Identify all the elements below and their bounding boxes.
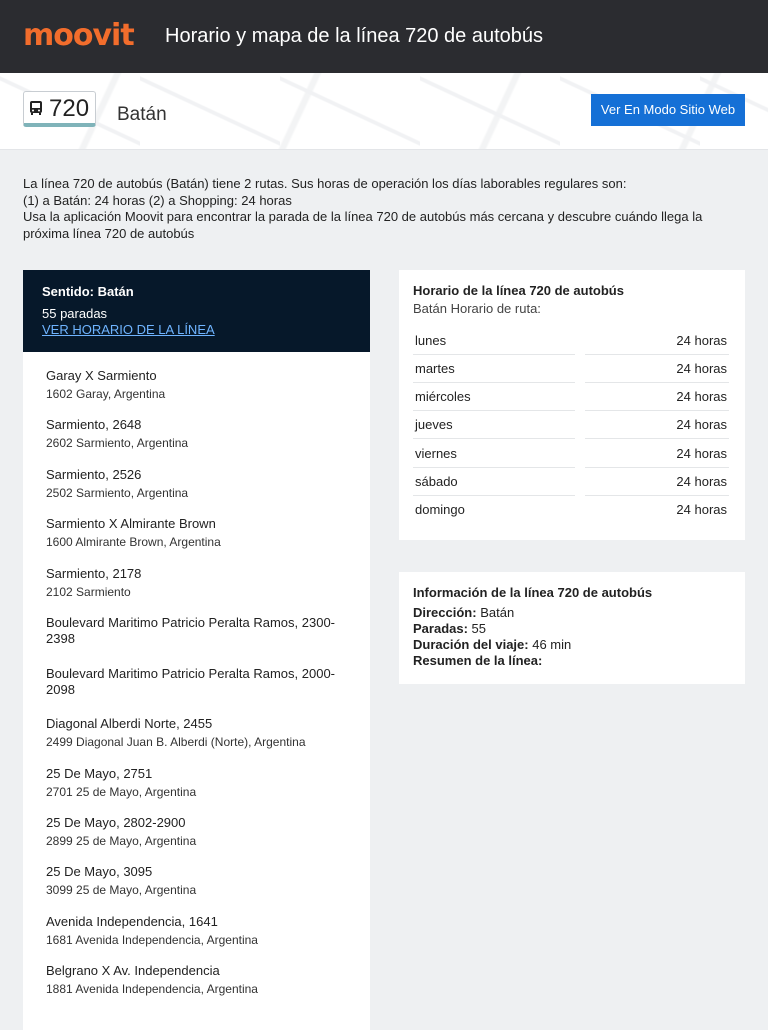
info-value: Batán bbox=[480, 605, 515, 620]
table-row bbox=[413, 468, 729, 496]
stop-name: Boulevard Maritimo Patricio Peralta Ramos, 2300-2398 bbox=[46, 615, 336, 646]
list-item[interactable] bbox=[46, 417, 346, 451]
stop-name: 25 De Mayo, 2751 bbox=[46, 766, 153, 781]
schedule-day: domingo bbox=[415, 502, 465, 517]
list-item[interactable] bbox=[46, 716, 346, 750]
schedule-hours: 24 horas bbox=[676, 361, 727, 376]
table-row bbox=[413, 355, 729, 383]
list-item[interactable] bbox=[46, 864, 346, 898]
stop-name: 25 De Mayo, 2802-2900 bbox=[46, 815, 186, 830]
table-row bbox=[413, 411, 729, 439]
list-item[interactable] bbox=[46, 467, 346, 501]
info-title: Información de la línea 720 de autobús bbox=[413, 585, 653, 600]
schedule-day: jueves bbox=[415, 417, 453, 432]
direction-header bbox=[23, 270, 370, 352]
list-item[interactable] bbox=[46, 815, 346, 849]
table-row bbox=[413, 440, 729, 468]
schedule-card bbox=[399, 270, 745, 540]
intro-text bbox=[23, 176, 743, 242]
list-item[interactable] bbox=[46, 666, 346, 698]
intro-line: próxima línea 720 de autobús bbox=[23, 225, 195, 241]
row-divider bbox=[585, 438, 729, 439]
stop-name: Sarmiento X Almirante Brown bbox=[46, 516, 216, 531]
list-item[interactable] bbox=[46, 368, 346, 402]
intro-line: La línea 720 de autobús (Batán) tiene 2 rutas. Sus horas de operación los días laborables regulares son: bbox=[23, 176, 627, 191]
direction-panel bbox=[23, 270, 370, 1030]
view-schedule-link[interactable]: VER HORARIO DE LA LÍNEA bbox=[42, 322, 215, 337]
intro-line: (1) a Batán: 24 horas (2) a Shopping: 24 horas bbox=[23, 192, 292, 208]
stop-address: 2899 25 de Mayo, Argentina bbox=[46, 834, 197, 848]
stop-name: Diagonal Alberdi Norte, 2455 bbox=[46, 716, 213, 731]
schedule-day: viernes bbox=[415, 446, 457, 461]
stop-address: 1681 Avenida Independencia, Argentina bbox=[46, 933, 258, 947]
info-value: 55 bbox=[471, 621, 487, 636]
stop-name: Garay X Sarmiento bbox=[46, 368, 157, 383]
route-badge bbox=[23, 91, 96, 127]
stop-address: 1602 Garay, Argentina bbox=[46, 387, 166, 401]
schedule-day: martes bbox=[415, 361, 455, 376]
info-stops bbox=[413, 621, 486, 637]
stop-name: Sarmiento, 2178 bbox=[46, 566, 142, 581]
info-value: 46 min bbox=[532, 637, 572, 652]
stop-address: 2602 Sarmiento, Argentina bbox=[46, 436, 189, 450]
info-label: Resumen de la línea: bbox=[413, 653, 543, 668]
stop-address: 2701 25 de Mayo, Argentina bbox=[46, 785, 197, 799]
info-duration bbox=[413, 637, 571, 653]
stop-name: Belgrano X Av. Independencia bbox=[46, 963, 220, 978]
moovit-logo[interactable]: moovit bbox=[23, 18, 134, 53]
schedule-day: miércoles bbox=[415, 389, 471, 404]
list-item[interactable] bbox=[46, 516, 346, 550]
info-label: Dirección: bbox=[413, 605, 477, 620]
route-number: 720 bbox=[49, 95, 90, 122]
row-divider bbox=[413, 438, 575, 439]
info-summary bbox=[413, 653, 542, 669]
bus-icon bbox=[28, 100, 44, 116]
schedule-hours: 24 horas bbox=[676, 474, 727, 489]
line-header bbox=[0, 73, 768, 150]
table-row bbox=[413, 496, 729, 524]
stop-name: 25 De Mayo, 3095 bbox=[46, 864, 153, 879]
stop-address: 2102 Sarmiento bbox=[46, 585, 131, 599]
list-item[interactable] bbox=[46, 566, 346, 600]
info-label: Paradas: bbox=[413, 621, 468, 636]
schedule-day: sábado bbox=[415, 474, 458, 489]
list-item[interactable] bbox=[46, 766, 346, 800]
top-bar bbox=[0, 0, 768, 73]
table-row bbox=[413, 383, 729, 411]
page-title: Horario y mapa de la línea 720 de autobús bbox=[165, 25, 544, 47]
stop-name: Sarmiento, 2648 bbox=[46, 417, 142, 432]
list-item[interactable] bbox=[46, 963, 346, 997]
view-website-button[interactable]: Ver En Modo Sitio Web bbox=[591, 94, 745, 126]
info-card bbox=[399, 572, 745, 684]
stop-address: 1600 Almirante Brown, Argentina bbox=[46, 535, 221, 549]
schedule-subtitle: Batán Horario de ruta: bbox=[413, 301, 541, 316]
stop-address: 1881 Avenida Independencia, Argentina bbox=[46, 982, 258, 996]
schedule-hours: 24 horas bbox=[676, 446, 727, 461]
intro-line: Usa la aplicación Moovit para encontrar la parada de la línea 720 de autobús más cercana y descubre cuándo llega la bbox=[23, 209, 703, 224]
stop-name: Avenida Independencia, 1641 bbox=[46, 914, 218, 929]
direction-title: Sentido: Batán bbox=[42, 284, 134, 299]
info-label: Duración del viaje: bbox=[413, 637, 529, 652]
schedule-day: lunes bbox=[415, 333, 447, 348]
list-item[interactable] bbox=[46, 914, 346, 948]
schedule-hours: 24 horas bbox=[676, 502, 727, 517]
table-row bbox=[413, 327, 729, 355]
stop-name: Boulevard Maritimo Patricio Peralta Ramos, 2000-2098 bbox=[46, 666, 336, 697]
info-direction bbox=[413, 605, 514, 621]
schedule-hours: 24 horas bbox=[676, 333, 727, 348]
schedule-title: Horario de la línea 720 de autobús bbox=[413, 283, 624, 298]
stop-address: 2499 Diagonal Juan B. Alberdi (Norte), Argentina bbox=[46, 735, 306, 749]
list-item[interactable] bbox=[46, 615, 346, 647]
stop-address: 3099 25 de Mayo, Argentina bbox=[46, 883, 197, 897]
stop-address: 2502 Sarmiento, Argentina bbox=[46, 486, 189, 500]
stop-name: Sarmiento, 2526 bbox=[46, 467, 142, 482]
schedule-hours: 24 horas bbox=[676, 389, 727, 404]
direction-stop-count: 55 paradas bbox=[42, 306, 108, 321]
schedule-hours: 24 horas bbox=[676, 417, 727, 432]
route-name: Batán bbox=[117, 104, 167, 125]
